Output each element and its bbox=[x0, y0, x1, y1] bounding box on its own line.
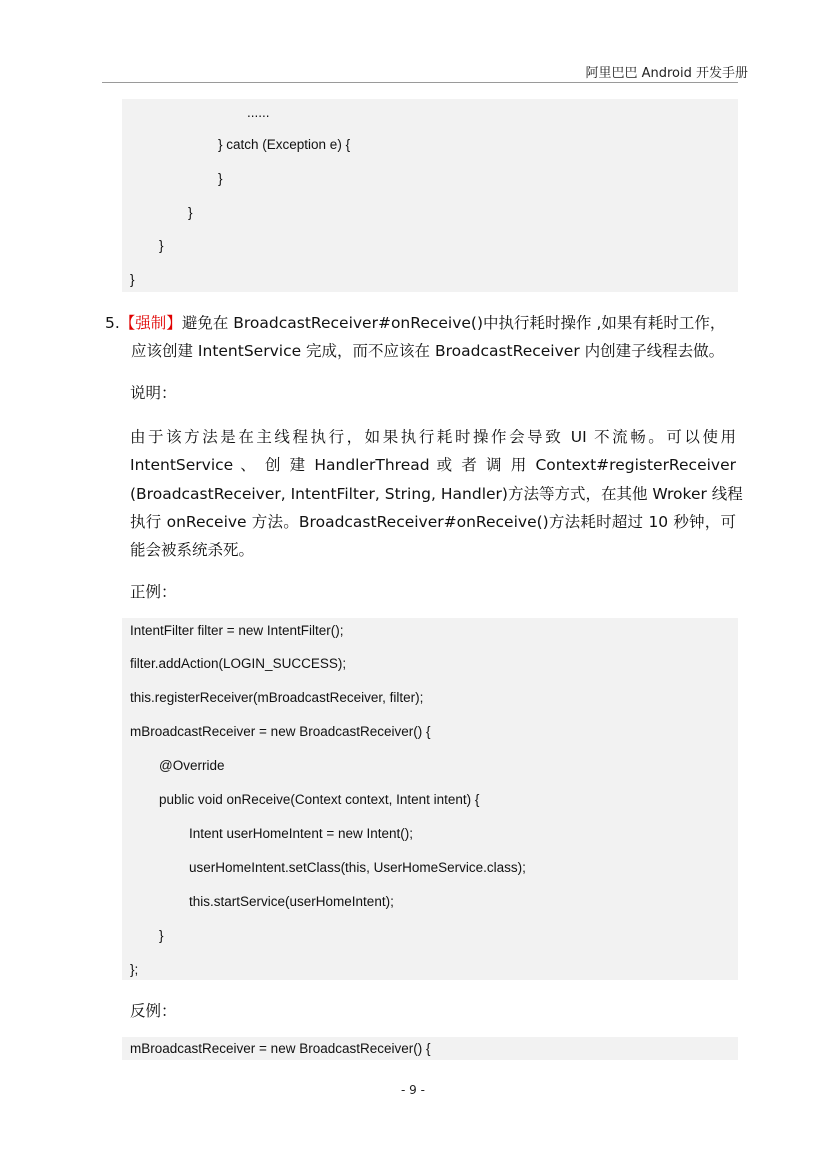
code-line: this.startService(userHomeIntent); bbox=[189, 894, 394, 909]
code-line: mBroadcastReceiver = new BroadcastReceiver() { bbox=[130, 1041, 431, 1056]
explanation-line: 能会被系统杀死。 bbox=[130, 541, 255, 559]
rule-number: 5. bbox=[105, 314, 120, 332]
page-number: - 9 - bbox=[401, 1083, 425, 1097]
code-line: }; bbox=[130, 962, 139, 977]
code-line: } catch (Exception e) { bbox=[218, 137, 351, 152]
positive-example-heading: 正例： bbox=[130, 583, 177, 601]
mandatory-tag: 【强制】 bbox=[119, 314, 182, 332]
code-line: } bbox=[159, 928, 164, 943]
code-line: IntentFilter filter = new IntentFilter(); bbox=[130, 623, 344, 638]
explanation-line: 由于该方法是在主线程执行，如果执行耗时操作会导致 UI 不流畅。可以使用 bbox=[130, 428, 736, 446]
code-block-negative bbox=[122, 1037, 738, 1060]
code-line: mBroadcastReceiver = new BroadcastReceiver() { bbox=[130, 724, 431, 739]
code-line: Intent userHomeIntent = new Intent(); bbox=[189, 826, 413, 841]
code-block-top bbox=[122, 99, 738, 292]
explanation-line: 执行 onReceive 方法。BroadcastReceiver#onReceive()方法耗时超过 10 秒钟，可 bbox=[130, 513, 736, 531]
rule-text-line-2: 应该创建 IntentService 完成，而不应该在 BroadcastReceiver 内创建子线程去做。 bbox=[131, 342, 725, 360]
code-line: } bbox=[188, 205, 193, 220]
code-line: filter.addAction(LOGIN_SUCCESS); bbox=[130, 656, 347, 671]
negative-example-heading: 反例： bbox=[130, 1002, 177, 1020]
explanation-heading: 说明： bbox=[130, 384, 177, 402]
code-line: } bbox=[218, 171, 223, 186]
rule-item bbox=[105, 313, 725, 333]
code-line: userHomeIntent.setClass(this, UserHomeService.class); bbox=[189, 860, 526, 875]
code-block-positive bbox=[122, 618, 738, 980]
code-line: @Override bbox=[159, 758, 225, 773]
running-header: 阿里巴巴 Android 开发手册 bbox=[585, 66, 748, 81]
code-line: } bbox=[159, 238, 164, 253]
explanation-line: (BroadcastReceiver, IntentFilter, String, Handler)方法等方式，在其他 Wroker 线程 bbox=[130, 485, 743, 503]
code-line: public void onReceive(Context context, Intent intent) { bbox=[159, 792, 480, 807]
code-line: this.registerReceiver(mBroadcastReceiver, filter); bbox=[130, 690, 424, 705]
explanation-line: IntentService 、 创 建 HandlerThread 或 者 调 用 Context#registerReceiver bbox=[130, 456, 736, 474]
code-line: ...... bbox=[247, 105, 270, 120]
rule-text-line-1: 避免在 BroadcastReceiver#onReceive()中执行耗时操作 ,如果有耗时工作， bbox=[181, 314, 726, 332]
header-divider bbox=[102, 82, 738, 83]
code-line: } bbox=[130, 272, 135, 287]
